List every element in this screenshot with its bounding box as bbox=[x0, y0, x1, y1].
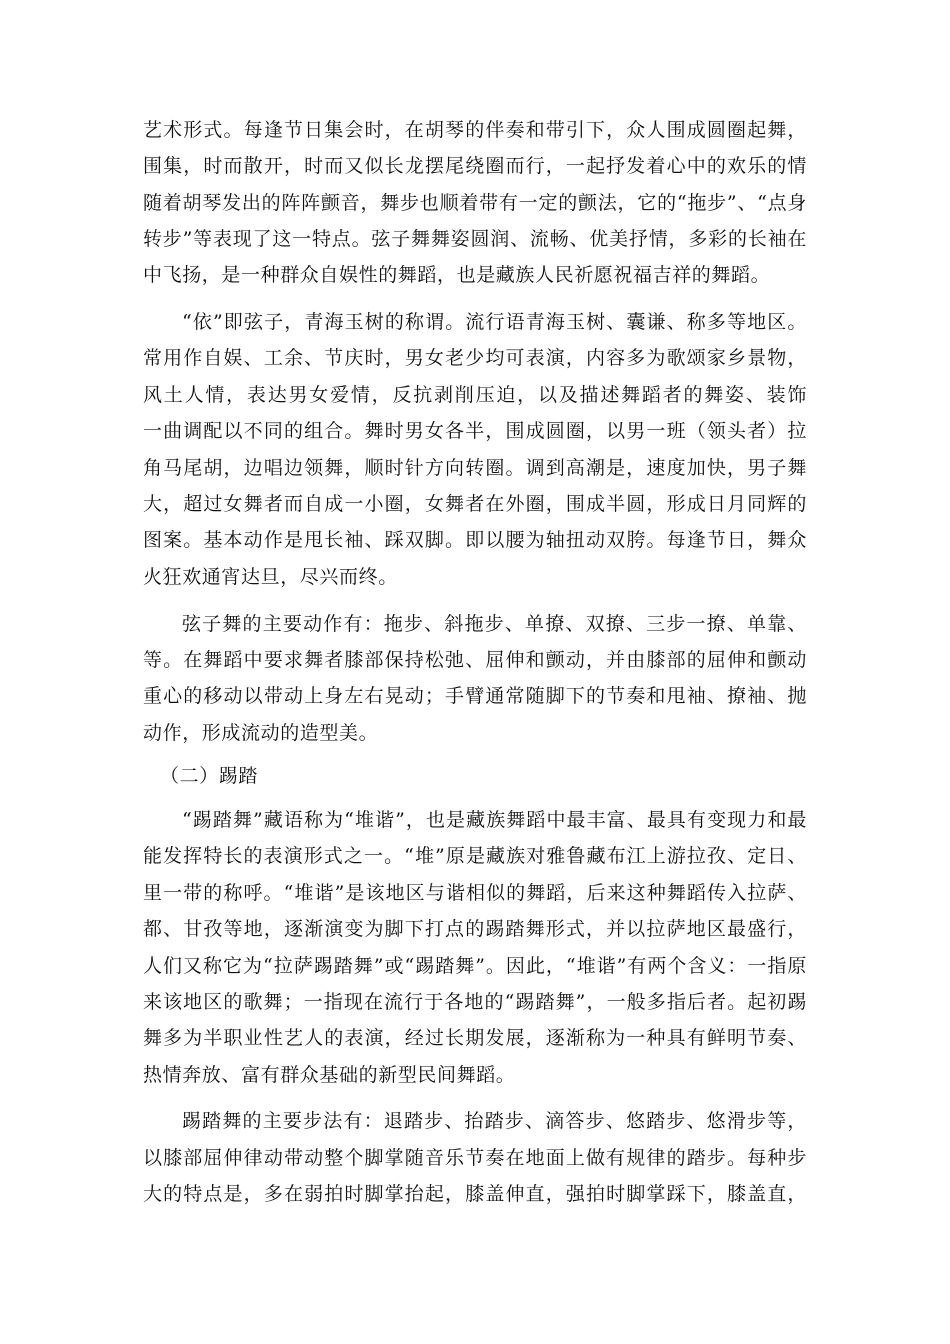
body-line: 常用作自娱、工余、节庆时，男女老少均可表演，内容多为歌颂家乡景物， bbox=[143, 347, 807, 369]
body-line: 等。在舞蹈中要求舞者膝部保持松弛、屈伸和颤动，并由膝部的屈伸和颤动 bbox=[143, 649, 807, 671]
body-line: 图案。基本动作是甩长袖、踩双脚。即以腰为轴扭动双胯。每逢节日，舞众 bbox=[143, 529, 807, 551]
body-line: 舞多为半职业性艺人的表演，经过长期发展，逐渐称为一种具有鲜明节奏、 bbox=[143, 1027, 807, 1049]
body-line: 火狂欢通宵达旦，尽兴而终。 bbox=[143, 566, 398, 588]
body-line: 围集，时而散开，时而又似长龙摆尾绕圈而行，一起抒发着心中的欢乐的情 bbox=[143, 155, 807, 177]
body-line: 艺术形式。每逢节日集会时，在胡琴的伴奏和带引下，众人围成圆圈起舞， bbox=[143, 119, 807, 141]
body-line: 风土人情，表达男女爱情，反抗剥削压迫，以及描述舞蹈者的舞姿、装饰 bbox=[143, 384, 807, 406]
body-line: 热情奔放、富有群众基础的新型民间舞蹈。 bbox=[143, 1064, 516, 1086]
body-line: 人们又称它为“拉萨踢踏舞”或“踢踏舞”。因此，“堆谐”有两个含义：一指原 bbox=[143, 955, 807, 977]
body-line: 能发挥特长的表演形式之一。“堆”原是藏族对雅鲁藏布江上游拉孜、定日、 bbox=[143, 845, 807, 867]
paragraph-first-line: 踢踏舞的主要步法有：退踏步、抬踏步、滴答步、悠踏步、悠滑步等， bbox=[182, 1110, 807, 1132]
body-line: 角马尾胡，边唱边领舞，顺时针方向转圈。调到高潮是，速度加快，男子舞 bbox=[143, 457, 807, 479]
body-line: 随着胡琴发出的阵阵颤音，舞步也顺着带有一定的颤法，它的“拖步”、“点身 bbox=[143, 192, 807, 214]
body-line: 里一带的称呼。“堆谐”是该地区与谐相似的舞蹈，后来这种舞蹈传入拉萨、 bbox=[143, 882, 807, 904]
body-line: 都、甘孜等地，逐渐演变为脚下打点的踢踏舞形式，并以拉萨地区最盛行， bbox=[143, 918, 807, 940]
body-line: 大，超过女舞者而自成一小圈，女舞者在外圈，围成半圆，形成日月同辉的 bbox=[143, 493, 807, 515]
paragraph-first-line: 弦子舞的主要动作有：拖步、斜拖步、单撩、双撩、三步一撩、单靠、 bbox=[182, 613, 807, 635]
body-line: 重心的移动以带动上身左右晃动；手臂通常随脚下的节奏和甩袖、撩袖、抛 bbox=[143, 685, 807, 707]
body-line: 动作，形成流动的造型美。 bbox=[143, 722, 379, 744]
body-line: 大的特点是，多在弱拍时脚掌抬起，膝盖伸直，强拍时脚掌踩下，膝盖直， bbox=[143, 1183, 807, 1205]
paragraph-first-line: “依”即弦子，青海玉树的称谓。流行语青海玉树、囊谦、称多等地区。 bbox=[182, 311, 807, 333]
paragraph-first-line: “踢踏舞”藏语称为“堆谐”，也是藏族舞蹈中最丰富、最具有变现力和最 bbox=[182, 809, 807, 831]
body-line: 来该地区的歌舞；一指现在流行于各地的“踢踏舞”，一般多指后者。起初踢 bbox=[143, 991, 807, 1013]
section-heading: （二）踢踏 bbox=[160, 765, 259, 787]
body-line: 中飞扬，是一种群众自娱性的舞蹈，也是藏族人民祈愿祝福吉祥的舞蹈。 bbox=[143, 264, 771, 286]
body-line: 以膝部屈伸律动带动整个脚掌随音乐节奏在地面上做有规律的踏步。每种步 bbox=[143, 1147, 807, 1169]
body-line: 一曲调配以不同的组合。舞时男女各半，围成圆圈，以男一班（领头者）拉 bbox=[143, 420, 807, 442]
body-line: 转步”等表现了这一特点。弦子舞舞姿圆润、流畅、优美抒情，多彩的长袖在 bbox=[143, 228, 807, 250]
